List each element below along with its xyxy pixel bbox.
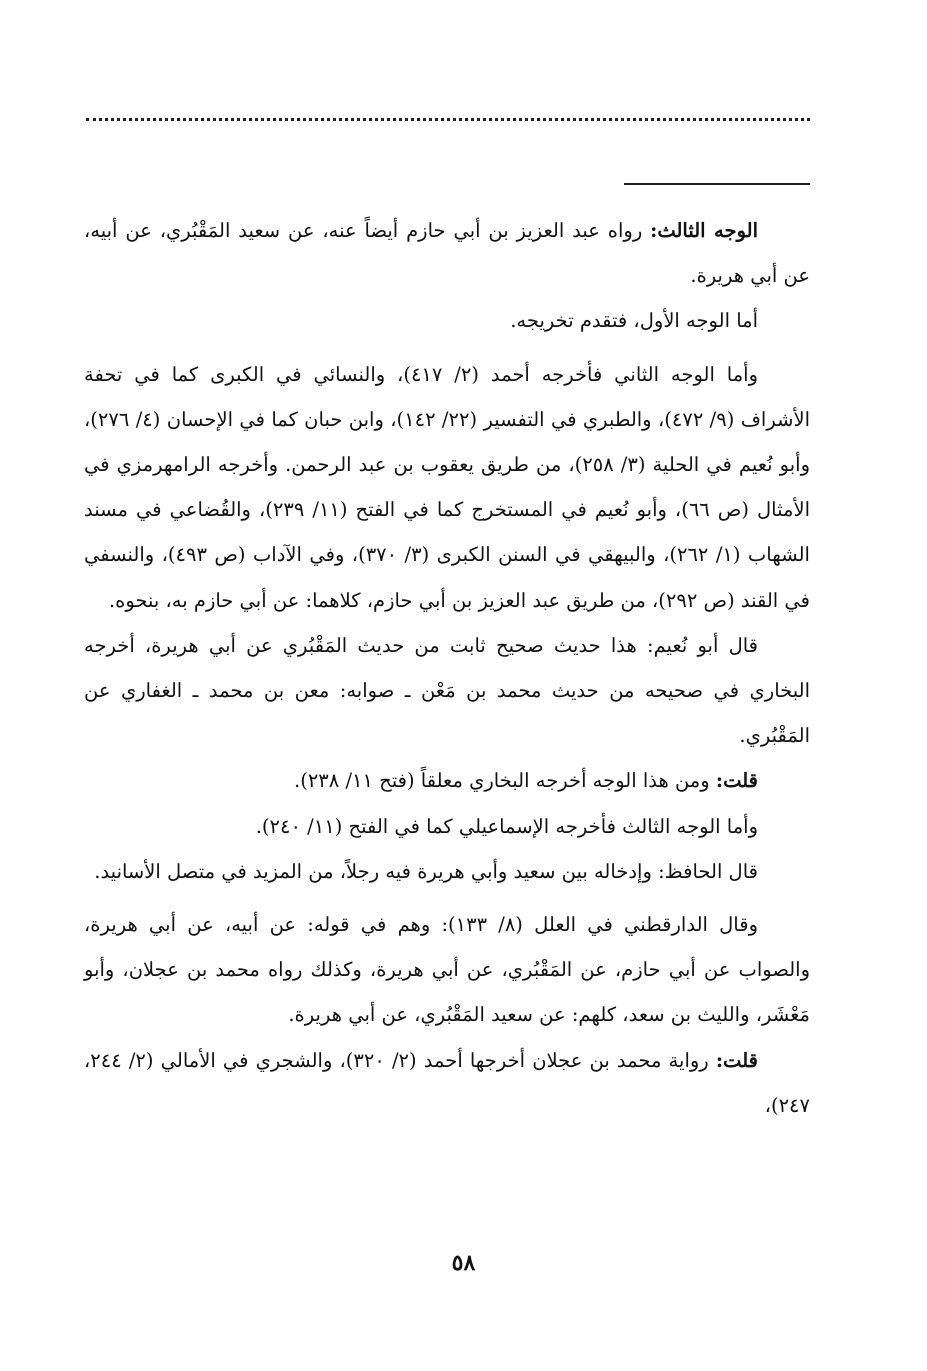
paragraph-daraqutni — [84, 902, 810, 1038]
footnote-text — [84, 208, 810, 1128]
paragraph-body: رواه عبد العزيز بن أبي حازم أيضاً عنه، عن سعيد المَقْبُري، عن أبيه، عن أبي هريرة. — [84, 219, 810, 288]
paragraph-abu-nuaym — [84, 623, 810, 759]
paragraph-body: قال الحافظ: وإدخاله بين سعيد وأبي هريرة فيه رجلاً، من المزيد في متصل الأسانيد. — [94, 859, 758, 883]
paragraph-qultu-ajlan — [84, 1038, 810, 1128]
page-number: ٥٨ — [451, 1250, 476, 1276]
paragraph-third-ismaili — [84, 804, 810, 849]
paragraph-qultu-bukhari — [84, 758, 810, 803]
paragraph-body: أما الوجه الأول، فتقدم تخريجه. — [510, 309, 758, 333]
paragraph-lead: قلت: — [715, 1048, 758, 1072]
paragraph-body: وأما الوجه الثاني فأخرجه أحمد (٢/ ٤١٧)، والنسائي في الكبرى كما في تحفة الأشراف (٩/ ٤٧٢)، والطبري في التفسير (٢٢/ ١٤٢)، وابن حبان كما في الإحسان (٤/ ٢٧٦)، وأبو نُعيم في الحلية (٣/ ٢٥٨)، من طريق يعقوب بن عبد الرحمن. وأخرجه الرامهرمزي في الأمثال (ص ٦٦)، وأبو نُعيم في المستخرج كما في الفتح (١١/ ٢٣٩)، والقُضاعي في مسند الشهاب (١/ ٢٦٢)، والبيهقي في السنن الكبرى (٣/ ٣٧٠)، وفي الآداب (ص ٤٩٣)، والنسفي في القند (ص ٢٩٢)، من طريق عبد العزيز بن أبي حازم، كلاهما: عن أبي حازم به، بنحوه. — [84, 362, 810, 612]
footnote-rule — [624, 183, 810, 185]
paragraph-third-aspect — [84, 208, 810, 298]
footnote-dotted-separator — [86, 118, 810, 121]
paragraph-body: وقال الدارقطني في العلل (٨/ ١٣٣): وهم في قوله: عن أبيه، عن أبي هريرة، والصواب عن أبي حازم، عن المَقْبُري، عن أبي هريرة، وكذلك رواه محمد بن عجلان، وأبو مَعْشَر، والليث بن سعد، كلهم: عن سعيد المَقْبُري، عن أبي هريرة. — [84, 913, 810, 1027]
paragraph-hafiz — [84, 849, 810, 894]
paragraph-body: وأما الوجه الثالث فأخرجه الإسماعيلي كما في الفتح (١١/ ٢٤٠). — [255, 814, 758, 838]
paragraph-lead: الوجه الثالث: — [650, 219, 759, 242]
paragraph-first-aspect — [84, 298, 810, 343]
paragraph-second-aspect — [84, 352, 810, 623]
paragraph-body: ومن هذا الوجه أخرجه البخاري معلقاً (فتح ١١/ ٢٣٨). — [294, 769, 716, 793]
paragraph-lead: قلت: — [715, 769, 758, 793]
paragraph-body: قال أبو نُعيم: هذا حديث صحيح ثابت من حديث المَقْبُري عن أبي هريرة، أخرجه البخاري في صحيحه من حديث محمد بن مَعْن ـ صوابه: معن بن محمد ـ الغفاري عن المَقْبُري. — [84, 633, 810, 748]
paragraph-body: رواية محمد بن عجلان أخرجها أحمد (٢/ ٣٢٠)، والشجري في الأمالي (٢/ ٢٤٤، ٢٤٧)، — [84, 1048, 810, 1117]
